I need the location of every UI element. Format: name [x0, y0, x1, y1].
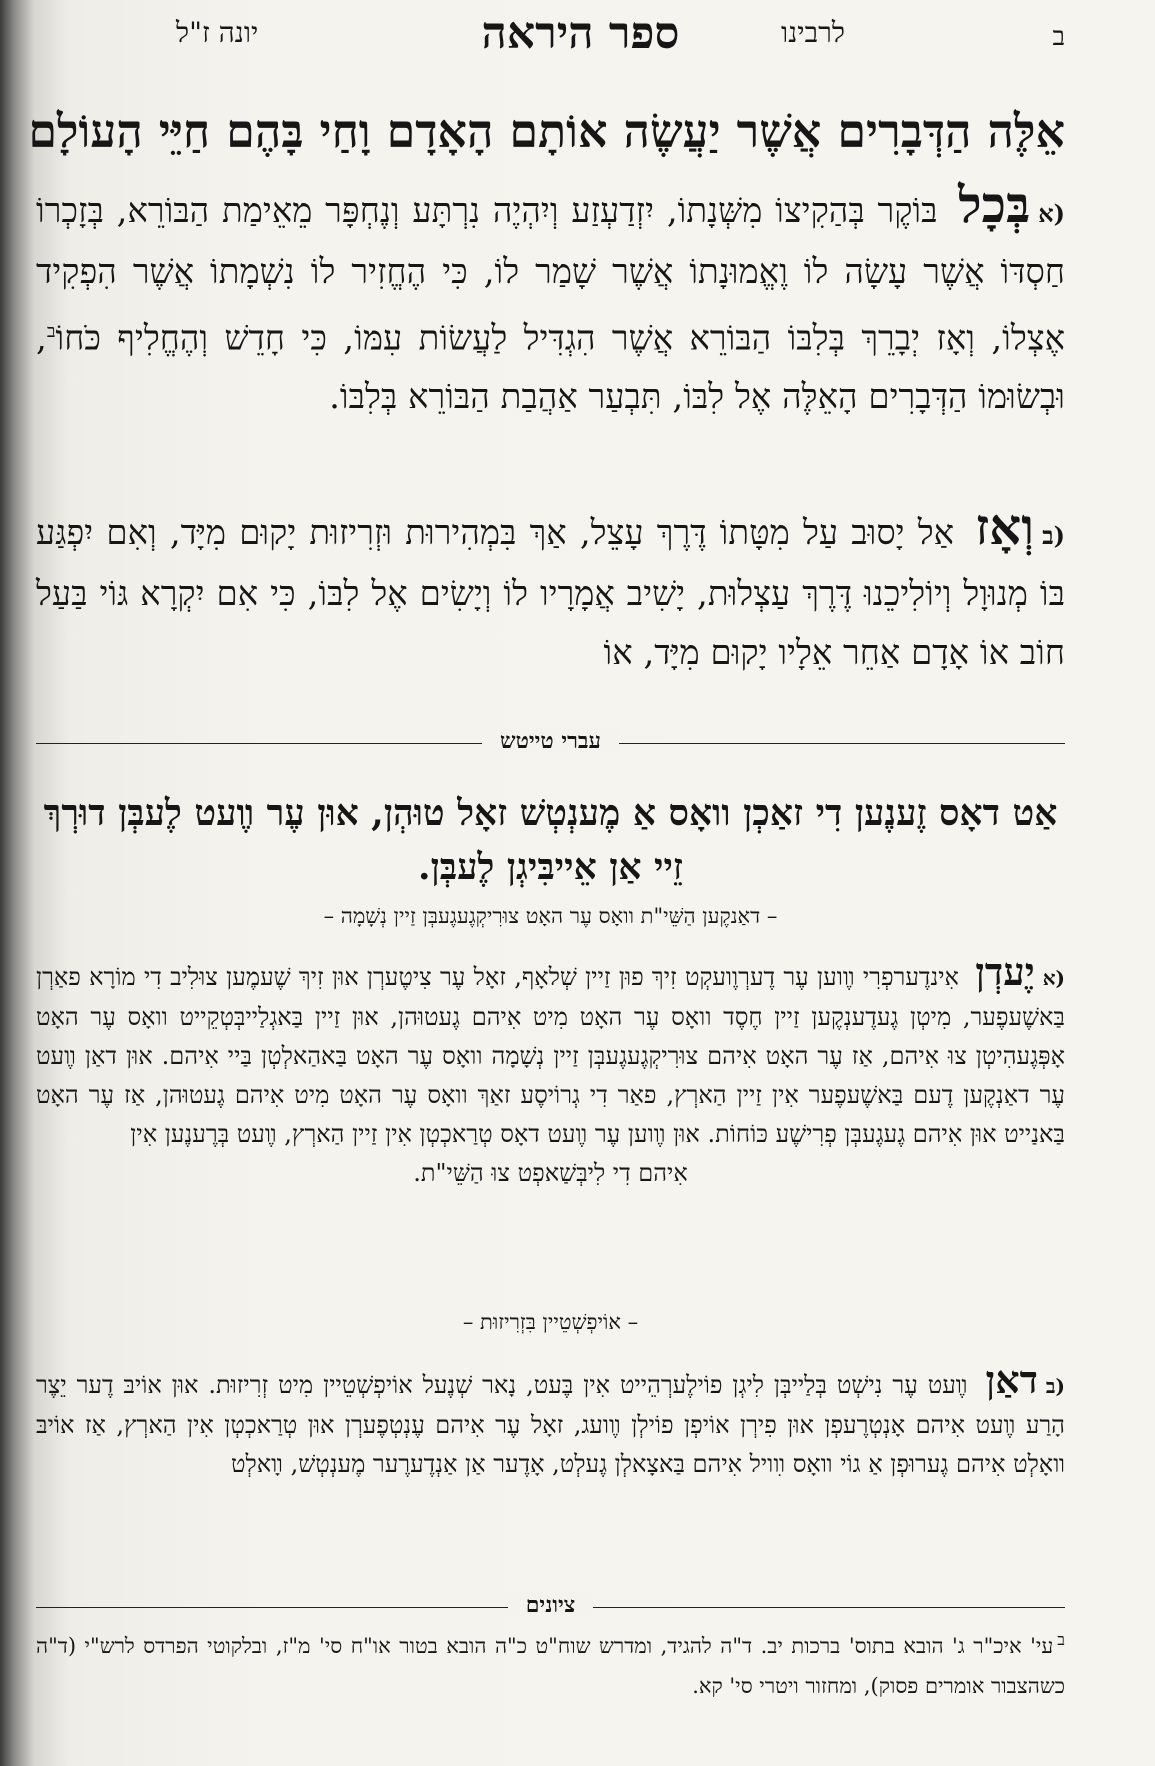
- hebrew-paragraph-2: [36, 497, 1065, 683]
- paragraph-text: װֶעט עֶר נִישְׁט בְּלַייבְּן לִיגְן פוֹילֶערְהֵייט אִין בֶּעט, נָאר שְׁנֶעל אוֹיפְשְׁטֵיין מִיט זְרִיזוּת. אוּן אוֹיבּ דֶער יֵצֶר הָרַע װֶעט אִיהם אָנְטְרֶעפְן אוּן פִירְן אוֹיפְן פוֹילְן װֶועג, זאָל עֶר אִיהם עֶנְטְפֶערְן אוּן טְרַאכְטְן אִין הַארְץ, אַז אוֹיבּ װאָלְט אִיהם גֶערוּפְן אַ גוֹי װאָס װִויל אִיהם בַּאצָאלְן גֶעלְט, אָדֶער אַן אַנְדֶערֶער מֶענְטְשׁ, װָאלְט: [36, 1371, 1065, 1478]
- verse-title: אֵלֶּה הַדְּבָרִים אֲשֶׁר יַעֲשֶׂה אוֹתָם הָאָדָם וָחַי בָּהֶם חַיֵּי הָעוֹלָם: [28, 104, 1065, 158]
- page-number: ב: [1052, 22, 1065, 52]
- subheading-2: – אוֹיפְשְׁטֵיין בִּזְרִיזוּת –: [462, 1310, 639, 1334]
- paragraph-number: (א: [1042, 966, 1065, 990]
- paragraph-text: אִינדֶערפְרִי װֶוען עֶר דֶערְוֶועקְט זִיךְ פוּן זַיין שְׁלאָף, זאָל עֶר צִיטֶערְן אוּן זִיךְ שֶׁעמֶען צוּלִיב דִי מוֹרָא פאַרְן בַּאשֶׁעפֶער, מִיטְן גֶעדֶענְקֶען זַיין חֶסֶד וואָס עֶר האָט מִיט אִיהם גֶעטוּהן, אוּן זַיין בַּאגְלַייבְּטְקֵייט וואָס עֶר האָט אָפְּגֶעהִיטְן צוּ אִיהם, אַז עֶר האָט אִיהם צוּרִיקְגֶעגֶעבְּן זַיין נְשָׁמָה וואָס עֶר האָט בַּאהַאלְטְן בַּיי אִיהם. אוּן דאַן װֶעט עֶר דאַנְקֶען דֶעם בַּאשֶׁעפֶער אִין זַיין הַארְץ, פאַר דִי גְרוֹיסֶע זאַךְ וואָס עֶר האָט מִיט אִיהם גֶעטוּהן, אַז עֶר האָט בַּאנַייט אוּן אִיהם גֶעגֶעבְּן פְרִישֶׁע כּוֹחוֹת. אוּן װֶוען עֶר װֶעט דאָס טְרַאכְטְן אִין זַיין הַארְץ, װֶעט בְּרֶענֶען אִין: [36, 963, 1065, 1148]
- divider-label: עברי טייטש: [482, 728, 619, 754]
- page-content: [28, 0, 1065, 1766]
- footnote-reference[interactable]: ב: [46, 321, 56, 342]
- footnote-mark: ב: [1057, 1630, 1065, 1649]
- yiddish-paragraph-1: [36, 949, 1065, 1193]
- paragraph-text-end: , וּבְשׂוּמוֹ הַדְּבָרִים הָאֵלֶּה אֶל לִבּוֹ, תִּבְעַר אַהֲבַת הַבּוֹרֵא בְּלִבּוֹ.: [36, 318, 1065, 418]
- header-author-left: יונה ז"ל: [176, 16, 259, 49]
- paragraph-last-line: אִיהם דִי לִיבְּשַׁאפְט צוּ הַשֵּׁי"ת.: [413, 1159, 688, 1187]
- paragraph-number: (ב: [1045, 1374, 1065, 1398]
- divider-label: ציונים: [508, 1592, 594, 1618]
- running-header: [96, 8, 1065, 59]
- lead-word: וְאָז: [975, 497, 1035, 556]
- section-divider-translation: [36, 728, 1065, 758]
- footnote: [36, 1620, 1065, 1706]
- hebrew-paragraph-1: [36, 175, 1065, 427]
- paragraph-text: בּוֹקֶר בְּהַקִיצוֹ מִשְּׁנָתוֹ, יִזְדַעְזַע וְיִהְיֶה נִרְתָּע וְנֶחְפָּר מֵאֵימַת הַבּוֹרֵא, בְּזָכְרוֹ חַסְדּוֹ אֲשֶׁר עָשָׂה לוֹ וֶאֱמוּנָתוֹ אֲשֶׁר שָׁמַר לוֹ, כִּי הֶחֱזִיר לוֹ נִשְׁמָתוֹ אֲשֶׁר הִפְקִיד אֶצְלוֹ, וְאָז יְבָרֵךְ בְּלִבּוֹ הַבּוֹרֵא אֲשֶׁר הִגְדִּיל לַעֲשׂוֹת עִמּוֹ, כִּי חָדֵשׁ וְהֶחֱלִיף כֹּחוֹ: [36, 191, 1065, 359]
- paragraph-number: (ב: [1042, 521, 1065, 550]
- lead-word: יֶעדְן: [975, 949, 1035, 994]
- paragraph-number: (א: [1038, 199, 1065, 228]
- section-divider-sources: [36, 1592, 1065, 1622]
- yiddish-title: אַט דאָס זֶענֶען דִי זאַכְן וואָס אַ מֶענְטְשׁ זאָל טוּהְן, אוּן עֶר װֶעט לֶעבְּן דוּרְךְ זֵיי אַן אֵייבִּיגְן לֶעבְּן.: [43, 792, 1058, 888]
- lead-word: דאַן: [985, 1357, 1038, 1402]
- yiddish-paragraph-2: [36, 1357, 1065, 1484]
- paragraph-text: אַל יָסוּב עַל מִטָּתוֹ דֶּרֶךְ עָצֵל, אַךְ בִּמְהִירוּת וּזְרִיזוּת יָקוּם מִיָּד, וְאִם יִפְגַּע בּוֹ מְנוּוָל וְיוֹלִיכֵנוּ דֶּרֶךְ עַצְלוּת, יָשִׁיב אֲמָרָיו לוֹ וְיָשִׂים אֶל לִבּוֹ, כִּי אִם יִקְרָא גּוֹי בַּעַל חוֹב אוֹ אָדָם אַחֵר אֵלָיו יָקוּם מִיָּד, אוֹ: [36, 513, 1065, 673]
- lead-word: בְּכָל: [958, 175, 1031, 234]
- header-author-right: לרבינו: [781, 16, 845, 49]
- book-title: ספר היראה: [481, 8, 680, 59]
- footnote-text: עי' איכ"ר ג' הובא בתוס' ברכות יב. ד"ה להגיד, ומדרש שוח"ט כ"ה הובא בטור או"ח סי' מ"ז, ובלקוטי הפרדס לרש"י (ד"ה כשהצבור אומרים פסוק), ומחזור ויטרי סי' קא.: [36, 1634, 1065, 1698]
- subheading-1: – דאַנקֶען הַשֵּׁי"ת וואָס עֶר האָט צוּרִיקְגֶעגֶעבְּן זַיין נְשָׁמָה –: [323, 904, 778, 928]
